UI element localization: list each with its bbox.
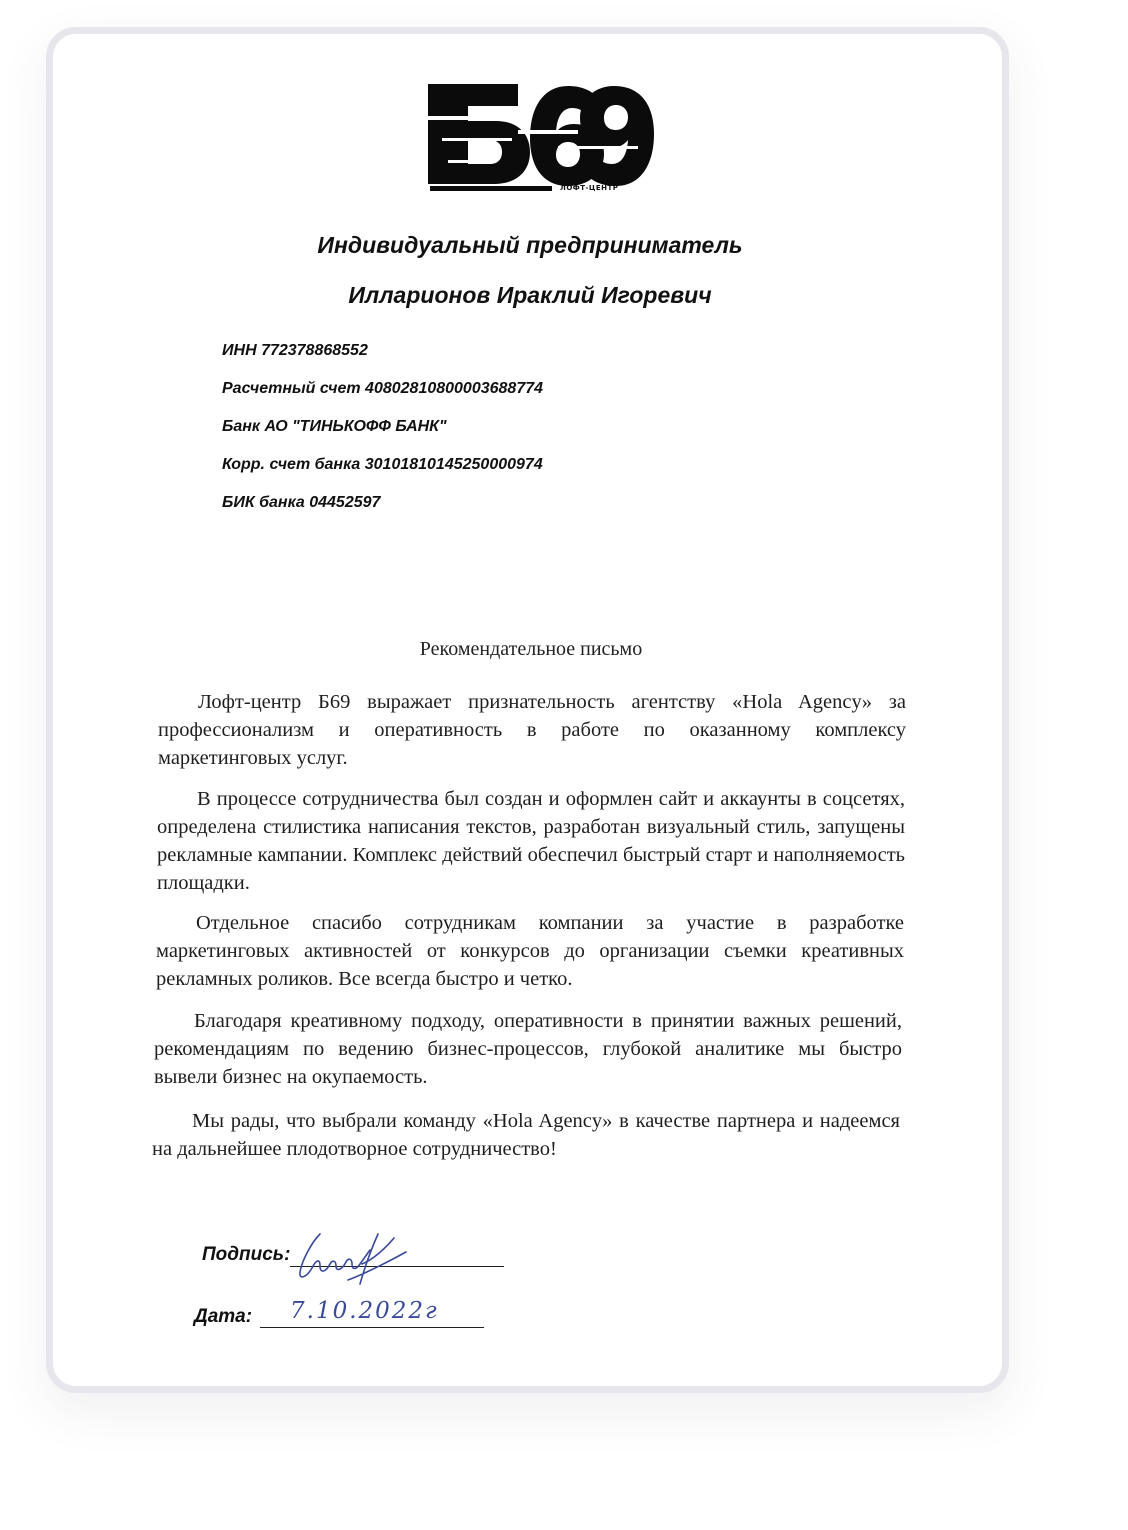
letter-paragraph: Отдельное спасибо сотрудникам компании за участие в разработке маркетинговых активностей от конкурсов до организации съемки креативных рекламных роликов. Все всегда быстро и четко. xyxy=(156,912,904,990)
entrepreneur-title: Индивидуальный предприниматель xyxy=(317,232,743,258)
letter-paragraph: В процессе сотрудничества был создан и оформлен сайт и аккаунты в соцсетях, определена стилистика написания текстов, разработан визуальный стиль, запущены рекламные кампании. Комплекс действий обеспечил быстрый старт и наполняемость площадки. xyxy=(157,788,905,894)
requisite-bank: Банк АО "ТИНЬКОФФ БАНК" xyxy=(222,418,447,435)
requisite-bik: БИК банка 04452597 xyxy=(222,494,381,511)
logo-caption: ЛОФТ-ЦЕНТР xyxy=(560,184,619,192)
handwritten-signature xyxy=(290,1220,410,1290)
requisite-inn: ИНН 772378868552 xyxy=(222,342,368,359)
letter-paragraph: Мы рады, что выбрали команду «Hola Agency» в качестве партнера и надеемся на дальнейшее плодотворное сотрудничество! xyxy=(152,1110,900,1160)
handwritten-date: 7.10.2022г xyxy=(290,1298,439,1324)
entrepreneur-name: Илларионов Ираклий Игоревич xyxy=(348,282,712,308)
date-line xyxy=(260,1327,484,1328)
requisite-corr-account: Корр. счет банка 30101810145250000974 xyxy=(222,456,543,473)
date-label: Дата: xyxy=(194,1306,253,1327)
letter-paragraph: Благодаря креативному подходу, оперативности в принятии важных решений, рекомендациям по ведению бизнес-процессов, глубокой аналитике мы быстро вывели бизнес на окупаемость. xyxy=(154,1010,902,1088)
requisite-account: Расчетный счет 40802810800003688774 xyxy=(222,380,544,397)
b69-logo xyxy=(418,76,658,196)
letter-paragraph: Лофт-центр Б69 выражает признательность агентству «Hola Agency» за профессионализм и оперативность в работе по оказанному комплексу маркетинговых услуг. xyxy=(158,691,906,769)
letter-title: Рекомендательное письмо xyxy=(419,638,643,660)
signature-label: Подпись: xyxy=(202,1244,291,1265)
